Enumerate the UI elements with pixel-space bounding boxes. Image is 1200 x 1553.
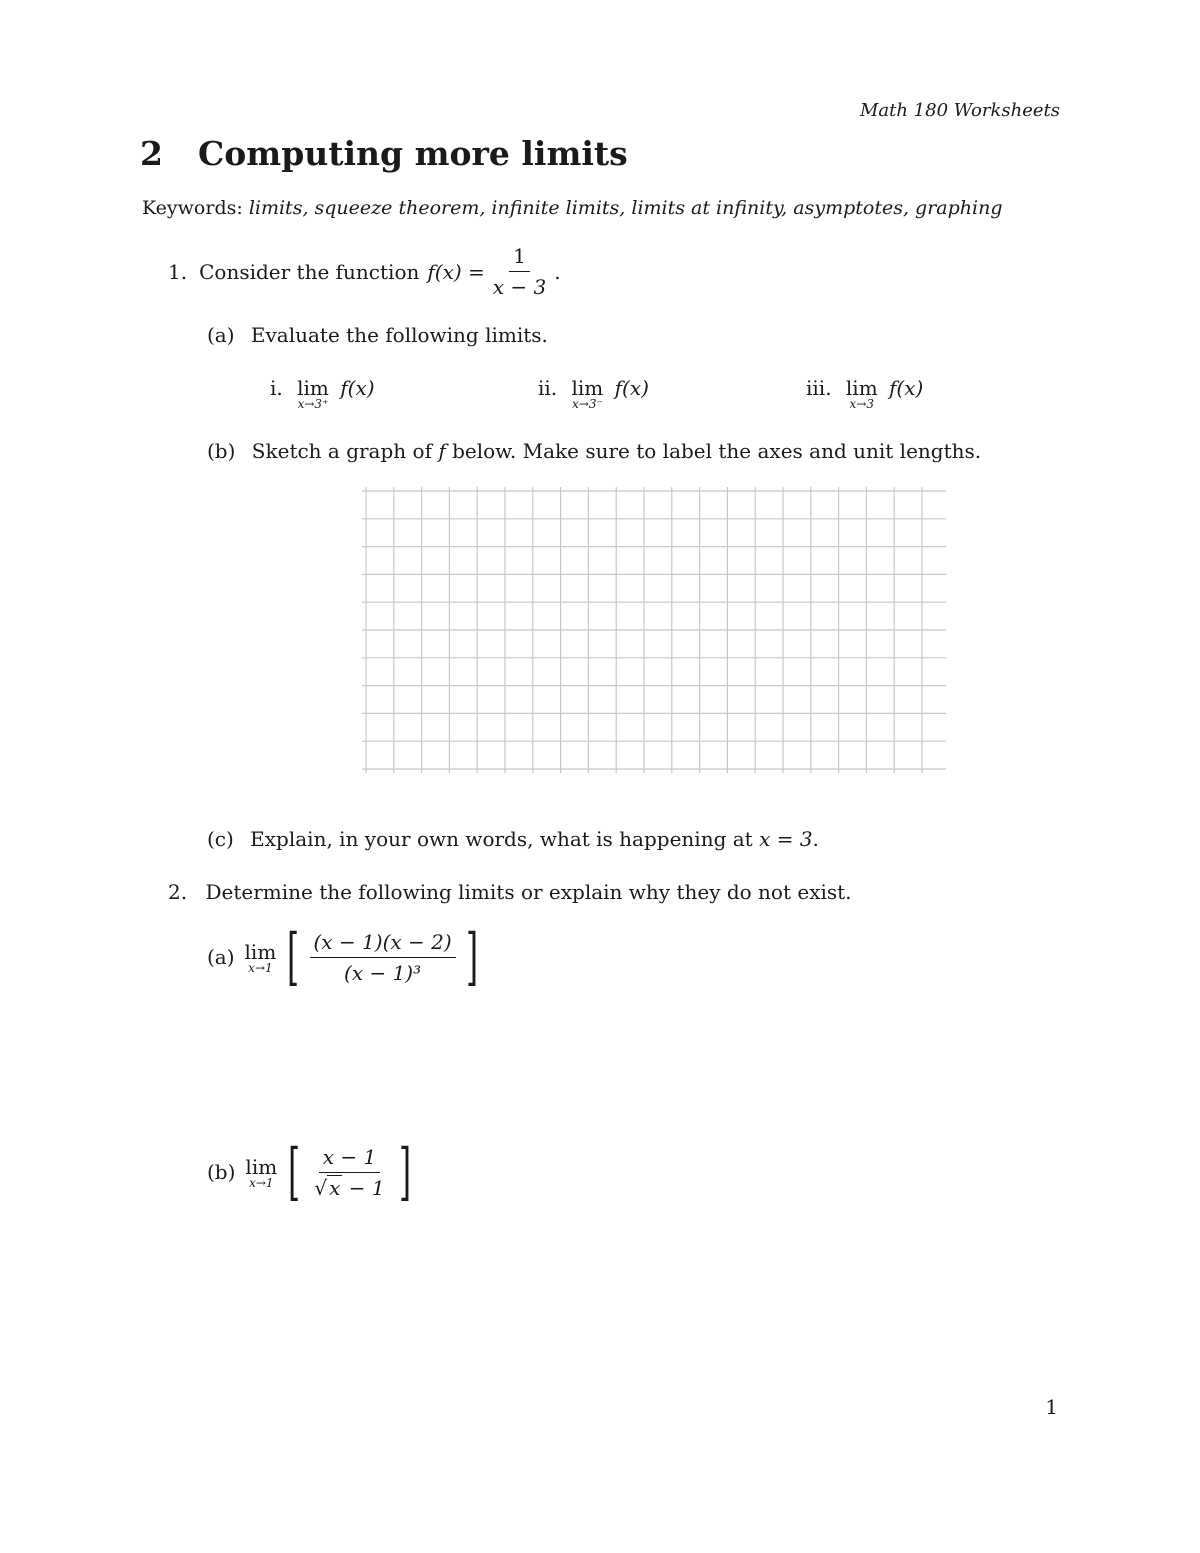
q1a-item-iii [806,376,923,411]
lim-subscript: x→3 [849,397,875,411]
section-number: 2 [140,134,163,173]
limit-operator [297,376,329,411]
q2-line [168,880,852,904]
q1c-text: Explain, in your own words, what is happening at [250,827,753,851]
left-bracket: [ [287,920,300,993]
q1c-equation: x = 3 [759,827,813,851]
limit-operator [572,376,604,411]
q2a-fraction [310,930,456,985]
q2b-denominator [310,1173,388,1200]
lim-word: lim [244,939,277,964]
limit-operator [245,1155,277,1190]
q2-number: 2. [168,880,188,904]
lim-word: lim [297,376,329,400]
q1a-line [207,323,548,347]
right-bracket: ] [398,1135,411,1208]
q1c-end: . [812,827,819,851]
right-bracket: ] [465,920,478,993]
lim-expression: f(x) [340,376,375,400]
section-title: Computing more limits [198,134,628,173]
q2a-label: (a) [207,945,235,969]
q2b-numerator: x − 1 [319,1145,380,1173]
q1b-label: (b) [207,439,236,463]
q1b-text-2: below. Make sure to label the axes and unit lengths. [452,439,982,463]
keywords-label: Keywords: [142,197,243,219]
left-bracket: [ [288,1135,301,1208]
q1-fraction [489,244,550,299]
q1-func-lhs: f(x) = [427,259,485,284]
keywords-list: limits, squeeze theorem, infinite limits, limits at infinity, asymptotes, graphing [248,197,1003,219]
q1a-item-label: iii. [806,376,832,400]
sqrt-radicand: x [329,1175,341,1200]
lim-subscript: x→3⁺ [297,397,329,411]
q1a-text: Evaluate the following limits. [250,323,548,347]
q1-fraction-numerator: 1 [509,244,530,272]
sqrt-sign: √ [314,1175,328,1200]
page-number: 1 [1045,1395,1058,1419]
limit-operator [846,376,878,411]
lim-subscript: x→1 [249,1175,274,1190]
q1-func-end: . [554,259,561,284]
lim-word: lim [571,376,604,400]
q1b-line [207,439,981,463]
q2b-den-rest: − 1 [348,1175,385,1200]
q2a-denominator: (x − 1)³ [344,960,422,985]
q1a-item-label: ii. [538,376,558,400]
q2-text: Determine the following limits or explain why they do not exist. [205,880,852,904]
q1a-item-i [270,376,375,411]
lim-expression: f(x) [889,376,924,400]
q1a-item-label: i. [270,376,283,400]
q1c-label: (c) [207,827,234,851]
q1a-item-ii [538,376,649,411]
graph-paper-grid[interactable] [362,487,946,791]
running-header: Math 180 Worksheets [859,100,1060,121]
q1-number: 1. [168,259,188,284]
limit-operator [245,940,277,975]
lim-word: lim [245,1154,278,1179]
q1a-label: (a) [207,323,235,347]
q1b-text-1: Sketch a graph of [251,439,432,463]
q1-fraction-denominator: x − 3 [492,275,547,299]
q1-line [168,244,561,299]
keywords-line [142,197,1003,219]
q2b-line [207,1135,417,1208]
q2a-numerator: (x − 1)(x − 2) [310,930,456,958]
q1c-line [207,827,819,851]
q2a-line [207,920,484,993]
lim-word: lim [845,376,878,400]
q2b-fraction [310,1145,388,1200]
lim-expression: f(x) [614,376,649,400]
lim-subscript: x→1 [248,960,273,975]
lim-subscript: x→3⁻ [572,397,603,411]
q1-intro: Consider the function [199,259,420,284]
q2b-label: (b) [207,1160,236,1184]
q1b-var: f [438,439,446,463]
